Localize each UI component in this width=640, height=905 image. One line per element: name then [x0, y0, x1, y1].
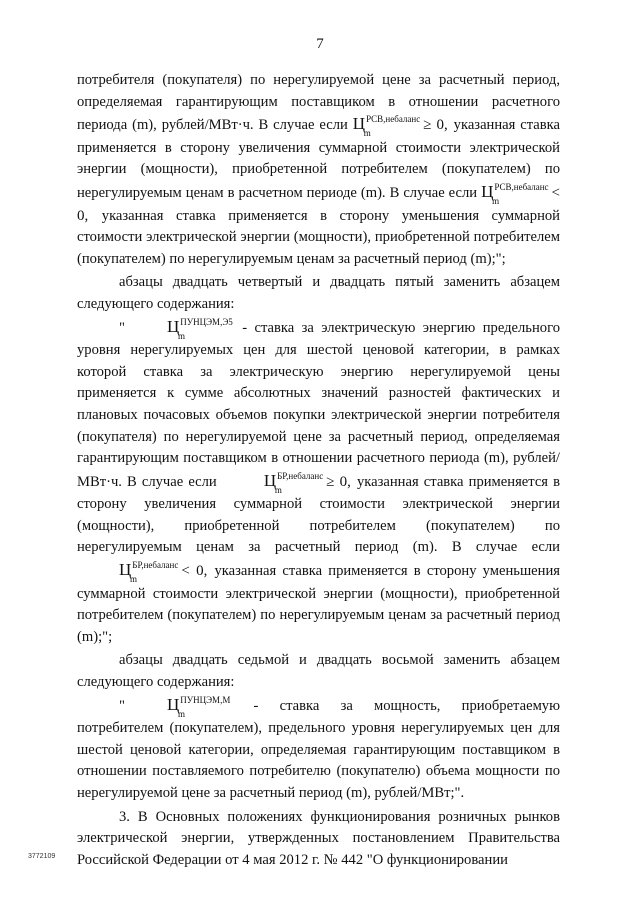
text-fragment: указанная ставка применяется в сторону уменьшения суммарной стоимости электрической энергии (мощности), приобретенной потребителем (покупателем) по нерегулируемым ценам за расчетный период (m);";: [77, 563, 560, 645]
formula-symbol: $Ц^{ПУНЦЭМ,М}$ m: [166, 694, 231, 719]
page-number: 7: [316, 36, 324, 52]
paragraph-section-3: 3. В Основных положениях функционирования розничных рынков электрической энергии, утвержденных постановлением Правительства Российской Федерации от 4 мая 2012 г. № 442 "О функционировании: [77, 808, 560, 868]
formula-symbol: $Ц^{БР,небаланс}$ m: [119, 560, 179, 585]
formula-relation: ≥ 0,: [423, 117, 448, 134]
text-fragment: указанная ставка применяется в сторону увеличения суммарной стоимости электрической энергии (мощности), приобретенной потребителем (покупателем) по нерегулируемым ценам за расчетный период (m). В случае если: [77, 473, 560, 556]
text-fragment: - ставка за электрическую энергию предельного уровня нерегулируемых цен для шестой ценовой категории, в рамках которой ставка за электрическую энергию нерегулируемой цены применяется к сумме абсолютных значений разностей фактических и плановых почасовых объемов покупки электрической энергии потребителя (покупателя) по нерегулируемой цене за расчетный период, определяемая гарантирующим поставщиком в отношении расчетного периода (m), рублей/МВт·ч. В случае если: [77, 319, 560, 490]
formula-relation: < 0,: [77, 184, 560, 224]
paragraph-instruction: абзацы двадцать седьмой и двадцать восьмой заменить абзацем следующего содержания:: [77, 652, 560, 691]
formula-symbol: $Ц^{РСВ,небаланс}$ m: [481, 181, 549, 206]
document-body: [77, 70, 560, 871]
text-fragment: указанная ставка применяется в сторону уменьшения суммарной стоимости электрической энергии (мощности), приобретенной потребителем (покупателем) по нерегулируемым ценам за расчетный период (m);";: [77, 207, 560, 267]
text-fragment: потребителя (покупателя) по нерегулируемой цене за расчетный период, определяемая гарантирующим поставщиком в отношении расчетного периода (m), рублей/МВт·ч. В случае если: [77, 72, 560, 134]
text-fragment: - ставка за мощность, приобретаемую потребителем (покупателем), предельного уровня нерегулируемых цен для шестой ценовой категории, определяемая гарантирующим поставщиком в отношении поставляемого потребителю (покупателю) объема мощности по нерегулируемой цене за расчетный период (m), рублей/МВт;".: [77, 697, 560, 801]
formula-symbol: $Ц^{ПУНЦЭМ,Э5}$ m: [166, 316, 233, 341]
formula-symbol: $Ц^{БР,небаланс}$ m: [263, 470, 324, 495]
paragraph-definition: " $Ц^{ПУНЦЭМ,М}$ m - ставка за мощность, приобретаемую потребителем (покупателем), предельного уровня нерегулируемых цен для шестой ценовой категории, определяемая гарантирующим поставщиком в отношении поставляемого потребителю (покупателю) объема мощности по нерегулируемой цене за расчетный период (m), рублей/МВт;".: [77, 694, 560, 801]
formula-relation: < 0,: [181, 563, 208, 580]
footer-code: 3772109: [28, 853, 56, 860]
paragraph-definition: " $Ц^{ПУНЦЭМ,Э5}$ m - ставка за электрическую энергию предельного уровня нерегулируемых цен для шестой ценовой категории, в рамках которой ставка за электрическую энергию нерегулируемой цены применяется к сумме абсолютных значений разностей фактических и плановых почасовых объемов покупки электрической энергии потребителя (покупателя) по нерегулируемой цене за расчетный период, определяемая гарантирующим поставщиком в отношении расчетного периода (m), рублей/МВт·ч. В случае если $Ц^{БР,небаланс}$ m ≥ 0, указанная ставка применяется в сторону увеличения суммарной стоимости электрической энергии (мощности), приобретенной потребителем (покупателем) по нерегулируемым ценам за расчетный период (m). В случае если $Ц^{БР,небаланс}$ m < 0, указанная ставка применяется в сторону уменьшения суммарной стоимости электрической энергии (мощности), приобретенной потребителем (покупателем) по нерегулируемым ценам за расчетный период (m);";: [77, 316, 560, 645]
paragraph-instruction: абзацы двадцать четвертый и двадцать пятый заменить абзацем следующего содержания:: [77, 274, 560, 312]
formula-relation: ≥ 0,: [326, 473, 351, 490]
paragraph-continuation: [77, 70, 560, 270]
formula-symbol: $Ц^{РСВ,небаланс}$ m: [352, 114, 421, 139]
text-fragment: указанная ставка применяется в сторону увеличения суммарной стоимости электрической энергии (мощности), приобретенной потребителем (покупателем) по нерегулируемым ценам в расчетном периоде (m). В случае если: [77, 117, 561, 201]
